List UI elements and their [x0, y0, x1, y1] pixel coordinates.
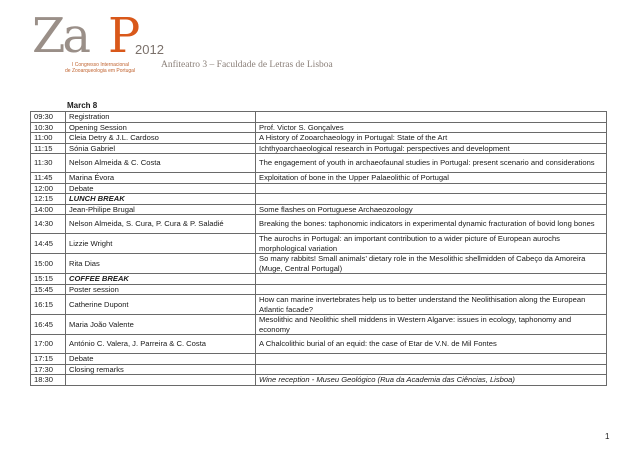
- programme-table: [30, 111, 607, 386]
- schedule-row: [31, 173, 607, 184]
- logo-za-text: Za: [32, 8, 88, 64]
- row-time: 12:15: [31, 194, 66, 205]
- row-talk-title: [256, 274, 607, 285]
- row-speaker: Cleia Detry & J.L. Cardoso: [66, 133, 256, 144]
- zap-2012-logo: [32, 8, 164, 82]
- row-speaker: Marina Évora: [66, 173, 256, 184]
- row-time: 14:00: [31, 204, 66, 215]
- row-time: 11:00: [31, 133, 66, 144]
- row-time: 18:30: [31, 375, 66, 386]
- row-time: 17:00: [31, 335, 66, 354]
- row-talk-title: So many rabbits! Small animals’ dietary role in the Mesolithic shellmidden of Cabeço da Amoreira (Muge, Central Portugal): [256, 254, 607, 274]
- row-time: 14:30: [31, 215, 66, 234]
- schedule-row: [31, 194, 607, 205]
- row-time: 15:15: [31, 274, 66, 285]
- break-label: LUNCH BREAK: [66, 194, 256, 205]
- row-speaker: Opening Session: [66, 122, 256, 133]
- row-speaker: Lizzie Wright: [66, 234, 256, 254]
- row-speaker: Registration: [66, 112, 256, 123]
- row-speaker: Nelson Almeida, S. Cura, P. Cura & P. Saladié: [66, 215, 256, 234]
- schedule-row: [31, 143, 607, 154]
- row-talk-title: The engagement of youth in archaeofaunal studies in Portugal: present scenario and considerations: [256, 154, 607, 173]
- programme-table-body: [31, 112, 607, 386]
- row-speaker: Nelson Almeida & C. Costa: [66, 154, 256, 173]
- row-time: 12:00: [31, 183, 66, 194]
- break-label: COFFEE BREAK: [66, 274, 256, 285]
- row-speaker: Debate: [66, 354, 256, 365]
- schedule-row: [31, 364, 607, 375]
- schedule-row: [31, 234, 607, 254]
- row-time: 10:30: [31, 122, 66, 133]
- row-talk-title: [256, 194, 607, 205]
- row-talk-title: Exploitation of bone in the Upper Palaeolithic of Portugal: [256, 173, 607, 184]
- schedule-row: [31, 284, 607, 295]
- schedule-row: [31, 122, 607, 133]
- schedule-row: [31, 133, 607, 144]
- row-speaker: Maria João Valente: [66, 315, 256, 335]
- page-number: 1: [605, 432, 610, 441]
- row-talk-title: Mesolithic and Neolithic shell middens in Western Algarve: issues in ecology, taphonomy and economy: [256, 315, 607, 335]
- row-time: 09:30: [31, 112, 66, 123]
- schedule-row: [31, 183, 607, 194]
- schedule-row: [31, 215, 607, 234]
- logo-year: 2012: [135, 42, 164, 57]
- row-talk-title: A Chalcolithic burial of an equid: the case of Etar de V.N. de Mil Fontes: [256, 335, 607, 354]
- schedule-row: [31, 154, 607, 173]
- schedule-row: [31, 354, 607, 365]
- logo-subtitle-line2: de Zooarqueologia em Portugal: [65, 68, 136, 74]
- schedule-row: [31, 204, 607, 215]
- row-speaker: Sónia Gabriel: [66, 143, 256, 154]
- row-speaker: [66, 375, 256, 386]
- schedule-row: [31, 315, 607, 335]
- row-talk-title: Breaking the bones: taphonomic indicators in experimental dynamic fracturation of bovid long bones: [256, 215, 607, 234]
- row-speaker: Jean-Philipe Brugal: [66, 204, 256, 215]
- schedule-row: [31, 375, 607, 386]
- row-talk-title: A History of Zooarchaeology in Portugal: State of the Art: [256, 133, 607, 144]
- row-talk-title: Wine reception - Museu Geológico (Rua da Academia das Ciências, Lisboa): [256, 375, 607, 386]
- row-time: 11:15: [31, 143, 66, 154]
- schedule-row: [31, 335, 607, 354]
- logo-p-text: P: [108, 8, 141, 64]
- schedule-row: [31, 274, 607, 285]
- row-talk-title: Some flashes on Portuguese Archaeozoology: [256, 204, 607, 215]
- schedule-row: [31, 295, 607, 315]
- row-time: 16:15: [31, 295, 66, 315]
- row-talk-title: How can marine invertebrates help us to better understand the Neolithisation along the European Atlantic facade?: [256, 295, 607, 315]
- venue-title: Anfiteatro 3 – Faculdade de Letras de Lisboa: [161, 60, 333, 70]
- row-talk-title: Prof. Victor S. Gonçalves: [256, 122, 607, 133]
- row-time: 16:45: [31, 315, 66, 335]
- row-talk-title: [256, 284, 607, 295]
- row-time: 11:30: [31, 154, 66, 173]
- row-time: 17:15: [31, 354, 66, 365]
- row-time: 11:45: [31, 173, 66, 184]
- row-time: 15:00: [31, 254, 66, 274]
- row-time: 17:30: [31, 364, 66, 375]
- row-talk-title: Ichthyoarchaeological research in Portugal: perspectives and development: [256, 143, 607, 154]
- row-speaker: Debate: [66, 183, 256, 194]
- row-speaker: Closing remarks: [66, 364, 256, 375]
- day-label: March 8: [67, 101, 98, 110]
- row-speaker: Poster session: [66, 284, 256, 295]
- row-talk-title: The aurochs in Portugal: an important contribution to a wider picture of European aurochs morphological variation: [256, 234, 607, 254]
- row-speaker: Rita Dias: [66, 254, 256, 274]
- row-talk-title: [256, 112, 607, 123]
- row-talk-title: [256, 183, 607, 194]
- row-time: 14:45: [31, 234, 66, 254]
- schedule-row: [31, 254, 607, 274]
- logo-subtitle-line1: I Congresso Internacional: [72, 62, 129, 68]
- row-talk-title: [256, 364, 607, 375]
- row-time: 15:45: [31, 284, 66, 295]
- row-talk-title: [256, 354, 607, 365]
- schedule-row: [31, 112, 607, 123]
- row-speaker: António C. Valera, J. Parreira & C. Costa: [66, 335, 256, 354]
- row-speaker: Catherine Dupont: [66, 295, 256, 315]
